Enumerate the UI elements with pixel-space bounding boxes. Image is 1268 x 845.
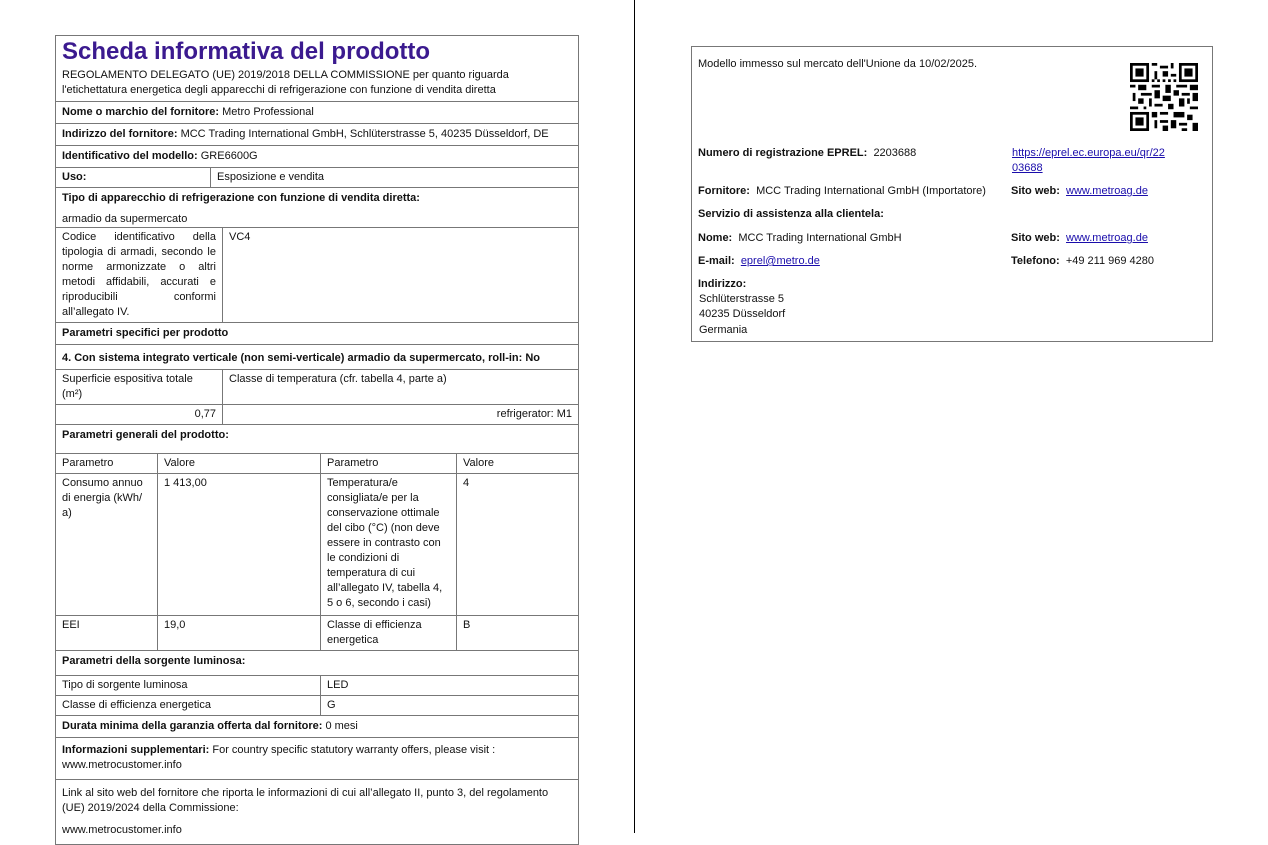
model-row bbox=[56, 146, 578, 168]
supplier-label: Fornitore: bbox=[698, 185, 750, 197]
supplier-address-row bbox=[56, 124, 578, 146]
service-name-label: Nome: bbox=[698, 232, 733, 244]
website-label: Sito web: bbox=[1011, 185, 1060, 197]
light-type-row bbox=[56, 676, 578, 696]
service-website-label: Sito web: bbox=[1011, 232, 1060, 244]
supplier-address-label: Indirizzo del fornitore: bbox=[62, 128, 178, 140]
supplier-name-label: Nome o marchio del fornitore: bbox=[62, 106, 220, 118]
param-header-1: Parametro bbox=[56, 454, 158, 473]
temp-class-label: Classe di temperatura (cfr. tabella 4, parte a) bbox=[229, 373, 447, 385]
service-name-value: MCC Trading International GmbH bbox=[738, 232, 902, 244]
eprel-row bbox=[698, 146, 916, 161]
light-class-row bbox=[56, 696, 578, 716]
param-header-2: Parametro bbox=[321, 454, 457, 473]
display-area-header-row bbox=[56, 370, 578, 405]
eprel-label: Numero di registrazione EPREL: bbox=[698, 147, 868, 159]
phone-value: +49 211 969 4280 bbox=[1065, 255, 1155, 267]
service-website-link[interactable]: www.metroag.de bbox=[1066, 232, 1148, 244]
use-value: Esposizione e vendita bbox=[217, 171, 325, 183]
email-link[interactable]: eprel@metro.de bbox=[740, 255, 820, 267]
address-line-3: Germania bbox=[699, 324, 748, 336]
supplier-row bbox=[698, 184, 986, 199]
extra-info-row bbox=[56, 738, 578, 780]
eei-value: 19,0 bbox=[158, 616, 321, 650]
supplier-address-value: MCC Trading International GmbH, Schlüterstrasse 5, 40235 Düsseldorf, DE bbox=[180, 128, 549, 140]
extra-info-value: For country specific statutory warranty offers, please visit : www.metrocustomer.info bbox=[62, 744, 496, 771]
warranty-row bbox=[56, 716, 578, 738]
supplier-link-row bbox=[56, 780, 578, 844]
service-website-row bbox=[1011, 231, 1148, 246]
sheet-title: Scheda informativa del prodotto bbox=[62, 38, 431, 65]
temperature-label: Temperatura/e consigliata/e per la conservazione ottimale del cibo (°C) (non deve essere in contrasto con le condizioni di temperatura di cui all’allegato IV, tabella 4, 5 o 6, secondo i casi) bbox=[321, 474, 457, 615]
device-type-row bbox=[56, 188, 578, 228]
eprel-url[interactable] bbox=[1012, 146, 1165, 176]
light-class-value: G bbox=[327, 699, 336, 711]
supplier-value: MCC Trading International GmbH (Importatore) bbox=[756, 185, 986, 197]
light-params-header: Parametri della sorgente luminosa: bbox=[56, 651, 578, 676]
value-header-1: Valore bbox=[158, 454, 321, 473]
email-label: E-mail: bbox=[698, 255, 735, 267]
device-type-value: armadio da supermercato bbox=[62, 213, 188, 225]
model-value: GRE6600G bbox=[200, 150, 258, 162]
warranty-value: 0 mesi bbox=[325, 720, 358, 732]
display-area-label: Superficie espositiva totale (m²) bbox=[56, 370, 223, 404]
supplier-name-row bbox=[56, 102, 578, 124]
phone-row bbox=[1011, 254, 1154, 269]
eei-label: EEI bbox=[56, 616, 158, 650]
device-type-label: Tipo di apparecchio di refrigerazione con funzione di vendita diretta: bbox=[62, 192, 420, 204]
integrated-system-row: 4. Con sistema integrato verticale (non semi-verticale) armadio da supermercato, roll-in: No bbox=[56, 345, 578, 370]
service-name-row bbox=[698, 231, 902, 246]
model-label: Identificativo del modello: bbox=[62, 150, 198, 162]
address-label: Indirizzo: bbox=[698, 278, 747, 290]
eprel-info-box bbox=[691, 46, 1213, 342]
regulation-text: REGOLAMENTO DELEGATO (UE) 2019/2018 DELLA COMMISSIONE per quanto riguarda l'etichettatura energetica degli apparecchi di refrigerazione con funzione di vendita diretta bbox=[56, 68, 578, 102]
display-area-value: 0,77 bbox=[56, 405, 223, 424]
address-line-1: Schlüterstrasse 5 bbox=[699, 293, 784, 305]
supplier-link[interactable]: www.metrocustomer.info bbox=[62, 824, 182, 836]
eprel-url-line-1[interactable]: https://eprel.ec.europa.eu/qr/22 bbox=[1012, 147, 1165, 159]
eff-class-value: B bbox=[463, 619, 471, 631]
customer-service-label: Servizio di assistenza alla clientela: bbox=[698, 208, 884, 220]
warranty-label: Durata minima della garanzia offerta dal fornitore: bbox=[62, 720, 323, 732]
address-line-2: 40235 Düsseldorf bbox=[699, 308, 786, 320]
consumption-row bbox=[56, 474, 578, 616]
specific-params-header: Parametri specifici per prodotto bbox=[56, 323, 578, 345]
market-date: Modello immesso sul mercato dell'Unione da 10/02/2025. bbox=[698, 58, 978, 70]
eei-row bbox=[56, 616, 578, 651]
page-divider bbox=[634, 0, 635, 833]
phone-label: Telefono: bbox=[1011, 255, 1060, 267]
eff-class-label: Classe di efficienza energetica bbox=[321, 616, 457, 650]
website-row bbox=[1011, 184, 1148, 199]
supplier-link-label: Link al sito web del fornitore che riporta le informazioni di cui all’allegato II, punto 3, del regolamento (UE) 2019/2024 della Commissione: bbox=[62, 787, 549, 814]
general-params-header-row bbox=[56, 454, 578, 474]
cabinet-code-row bbox=[56, 228, 578, 323]
cabinet-code-label: Codice identificativo della tipologia di armadi, secondo le norme armonizzate o altri metodi affidabili, accurati e riproducibili conformi all’allegato IV. bbox=[56, 228, 223, 322]
eprel-url-line-2[interactable]: 03688 bbox=[1012, 162, 1043, 174]
temp-class-value: refrigerator: M1 bbox=[496, 408, 572, 420]
eprel-value: 2203688 bbox=[873, 147, 917, 159]
temperature-value: 4 bbox=[463, 477, 470, 489]
product-information-sheet bbox=[55, 35, 579, 845]
extra-info-label: Informazioni supplementari: bbox=[62, 744, 210, 756]
light-type-label: Tipo di sorgente luminosa bbox=[56, 676, 321, 695]
website-link[interactable]: www.metroag.de bbox=[1066, 185, 1148, 197]
use-row bbox=[56, 168, 578, 188]
cabinet-code-value: VC4 bbox=[229, 231, 251, 243]
value-header-2: Valore bbox=[463, 457, 494, 469]
general-params-header: Parametri generali del prodotto: bbox=[56, 425, 578, 454]
email-row bbox=[698, 254, 820, 269]
display-area-value-row bbox=[56, 405, 578, 425]
light-type-value: LED bbox=[327, 679, 349, 691]
qr-code-icon[interactable] bbox=[1130, 63, 1198, 131]
consumption-value: 1 413,00 bbox=[158, 474, 321, 615]
consumption-label: Consumo annuo di energia (kWh/ a) bbox=[56, 474, 158, 615]
use-label: Uso: bbox=[56, 168, 211, 187]
supplier-name-value: Metro Professional bbox=[222, 106, 314, 118]
light-class-label: Classe di efficienza energetica bbox=[56, 696, 321, 715]
